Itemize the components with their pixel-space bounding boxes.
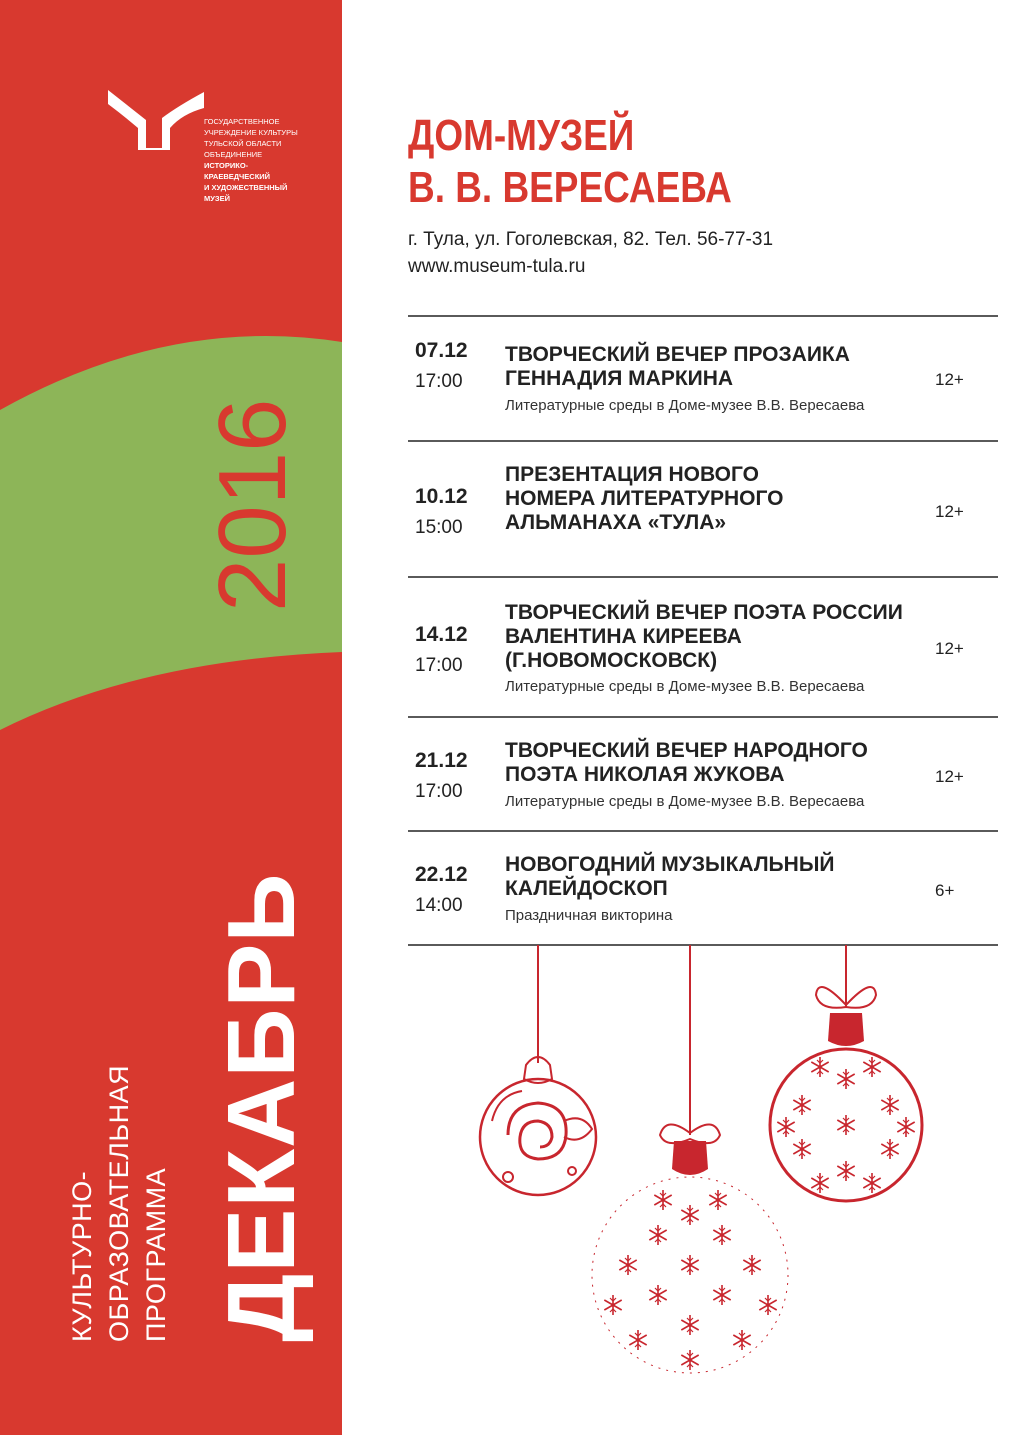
event-row bbox=[408, 577, 998, 717]
event-subtitle: Литературные среды в Доме-музее В.В. Вересаева bbox=[505, 793, 865, 810]
event-date: 10.12 bbox=[415, 485, 468, 508]
event-row bbox=[408, 717, 998, 831]
event-date: 21.12 bbox=[415, 749, 468, 772]
museum-title: ДОМ-МУЗЕЙ В. В. ВЕРЕСАЕВА bbox=[408, 111, 732, 212]
event-row bbox=[408, 441, 998, 577]
event-subtitle: Праздничная викторина bbox=[505, 907, 673, 924]
event-title: ТВОРЧЕСКИЙ ВЕЧЕР ПРОЗАИКА ГЕННАДИЯ МАРКИНА bbox=[505, 343, 850, 390]
museum-website[interactable]: www.museum-tula.ru bbox=[408, 256, 586, 277]
age-rating: 12+ bbox=[935, 370, 964, 389]
age-rating: 12+ bbox=[935, 767, 964, 786]
museum-logo-icon bbox=[106, 88, 206, 152]
event-title: ТВОРЧЕСКИЙ ВЕЧЕР ПОЭТА РОССИИ ВАЛЕНТИНА КИРЕЕВА (Г.НОВОМОСКОВСК) bbox=[505, 601, 903, 672]
organization-name: ГОСУДАРСТВЕННОЕ УЧРЕЖДЕНИЕ КУЛЬТУРЫ ТУЛЬСКОЙ ОБЛАСТИ ОБЪЕДИНЕНИЕ ИСТОРИКО- КРАЕВЕДЧЕСКИЙ И ХУДОЖЕСТВЕННЫЙ МУЗЕЙ bbox=[204, 117, 298, 203]
program-label: КУЛЬТУРНО- ОБРАЗОВАТЕЛЬНАЯ ПРОГРАММА bbox=[67, 1064, 171, 1342]
left-ornament-icon bbox=[480, 945, 596, 1195]
event-row bbox=[408, 831, 998, 945]
event-date: 14.12 bbox=[415, 623, 468, 646]
event-time: 17:00 bbox=[415, 655, 463, 676]
sidebar bbox=[0, 0, 342, 1435]
event-time: 17:00 bbox=[415, 371, 463, 392]
age-rating: 6+ bbox=[935, 881, 955, 900]
event-time: 15:00 bbox=[415, 517, 463, 538]
event-date: 22.12 bbox=[415, 863, 468, 886]
christmas-ornaments bbox=[468, 945, 938, 1415]
age-rating: 12+ bbox=[935, 639, 964, 658]
event-subtitle: Литературные среды в Доме-музее В.В. Вересаева bbox=[505, 678, 865, 695]
event-subtitle: Литературные среды в Доме-музее В.В. Вересаева bbox=[505, 397, 865, 414]
event-row bbox=[408, 315, 998, 441]
event-date: 07.12 bbox=[415, 339, 468, 362]
right-ornament-icon bbox=[770, 945, 922, 1201]
middle-ornament-icon bbox=[592, 945, 788, 1373]
event-time: 14:00 bbox=[415, 895, 463, 916]
year-label: 2016 bbox=[199, 398, 306, 612]
event-title: ПРЕЗЕНТАЦИЯ НОВОГО НОМЕРА ЛИТЕРАТУРНОГО АЛЬМАНАХА «ТУЛА» bbox=[505, 463, 784, 534]
age-rating: 12+ bbox=[935, 502, 964, 521]
month-title: ДЕКАБРЬ bbox=[208, 872, 315, 1342]
museum-contacts bbox=[408, 226, 773, 280]
museum-address: г. Тула, ул. Гоголевская, 82. Тел. 56-77-31 bbox=[408, 229, 774, 250]
event-time: 17:00 bbox=[415, 781, 463, 802]
event-title: НОВОГОДНИЙ МУЗЫКАЛЬНЫЙ КАЛЕЙДОСКОП bbox=[505, 853, 835, 900]
event-title: ТВОРЧЕСКИЙ ВЕЧЕР НАРОДНОГО ПОЭТА НИКОЛАЯ ЖУКОВА bbox=[505, 739, 868, 786]
